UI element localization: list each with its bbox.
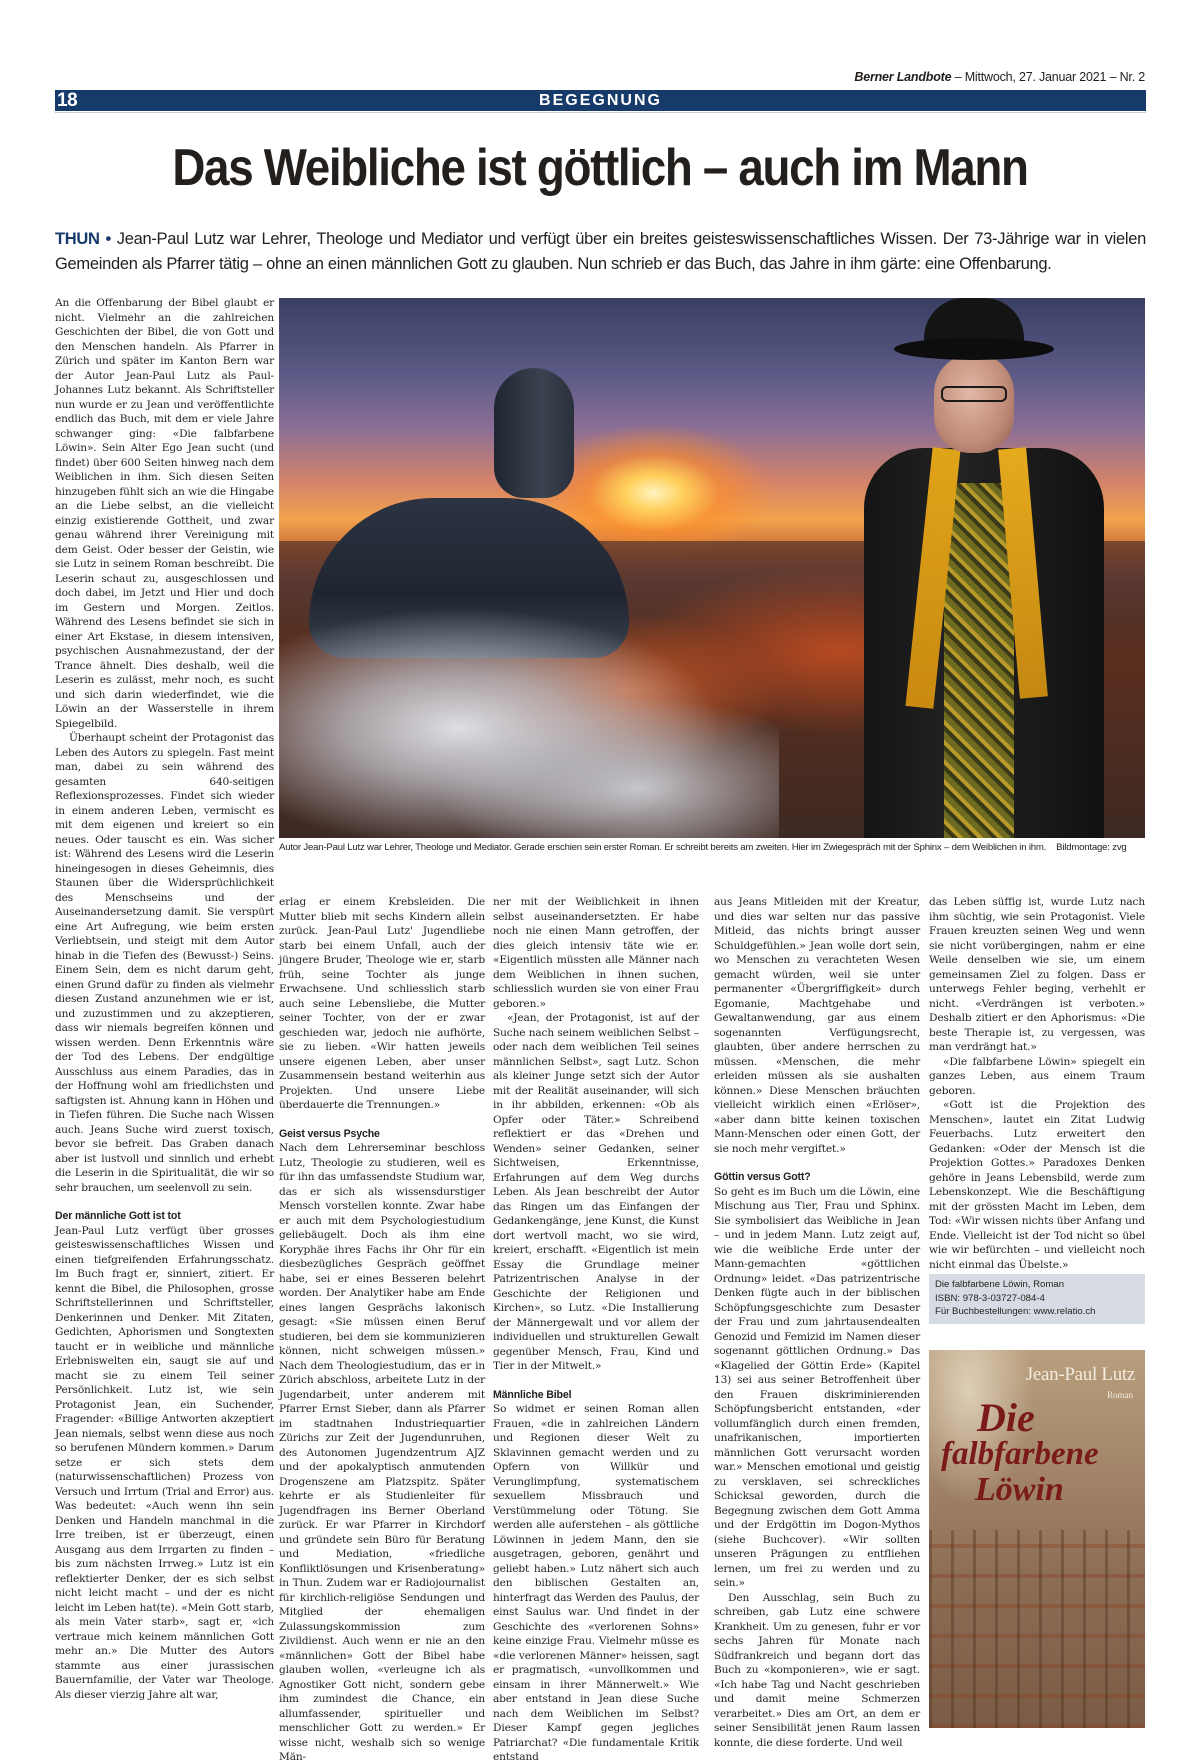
- book-title-line: Die falbfarbene Löwin, Roman: [935, 1279, 1065, 1290]
- paragraph: Jean-Paul Lutz verfügt über grosses geisteswissenschaftliches Wissen und einen tiefgreifenden Erfahrungsschatz. Im Buch fragt er, sinniert, zitiert. Er kennt die Bibel, die Philosophen, grosse Schriftstellerinnen und Schriftsteller, Denkerinnen und Denker. Mit Zitaten, Gedichten, Aphorismen und Songtexten taucht er in weibliche und männliche Erlebniswelten ein, saugt sie auf und macht sie zu einem Teil seiner Persönlichkeit. Lutz ist, wie sein Protagonist Jean, ein Suchender, Fragender: «Billige Antworten akzeptiert Jean niemals, selbst wenn diese aus noch so berufenen Mündern kommen.» Darum setze er sich stets dem (naturwissenschaftlichen) Prozess von Versuch und Irrtum (Trial and Error) aus. Was bedeutet: «Auch wenn ihn sein Denken und Handeln manchmal in die Irre treiben, ist er überzeugt, einen Ausgang aus dem Irrgarten zu finden – bis zum nächsten Irrweg.» Lutz ist ein reflektierter Denker, der es sich selbst nicht leicht macht – und der es nicht leicht im Leben hat(te). «Mein Gott starb, als mein Vater starb», sagt er, «ich vertraue mich keinem männlichen Gott mehr an.» Die Mutter des Autors stammte aus einer jurassischen Bauernfamilie, der Vater war Theologe. Als dieser vierzig Jahre alt war,: [55, 1224, 274, 1701]
- book-title: [941, 1395, 1099, 1508]
- book-title-line-2: falbfarbene: [941, 1436, 1099, 1472]
- hat-brim: [894, 338, 1054, 360]
- masthead-dateline: [854, 70, 1145, 84]
- paragraph: «Jean, der Protagonist, ist auf der Suche nach seinem weiblichen Selbst – oder nach dem weiblichen Teil seines männlichen Selbst», sagt Lutz. Schon als kleiner Junge setzt sich der Autor mit der Realität auseinander, will sich in ihr abbilden, erkennen: «Ob als Opfer oder Täter.» Schreibend reflektiert er das «Drehen und Wenden» seiner Gedanken, seiner Sichtweisen, Erkenntnisse, Erfahrungen auf dem Weg durchs Leben. Als Jean beschreibt der Autor das Ringen um das Einfangen der Gedankengänge, jene Kunst, die Kunst dort wertvoll macht, wo sie wird, kreiert, erschafft. «Eigentlich ist mein Essay die Grundlage meiner Patrizentrischen Analyse in der Geschichte der Religionen und Kirchen», so Lutz. «Die Installierung der Männergewalt und vor allem der individuellen und strukturellen Gewalt gegenüber Mensch, Frau, Kind und Tier in der Mitwelt.»: [493, 1012, 699, 1372]
- article-column-1: [55, 296, 274, 1702]
- order-link: Für Buchbestellungen: www.relatio.ch: [935, 1306, 1096, 1317]
- article-column-4: [714, 895, 920, 1750]
- article-column-5: [929, 895, 1145, 1287]
- isbn-line: ISBN: 978-3-03727-084-4: [935, 1292, 1045, 1304]
- paragraph: Den Ausschlag, sein Buch zu schreiben, gab Lutz eine schwere Krankheit. Um zu genesen, fuhr er vor sechs Jahren für Monate nach Südfrankreich und begann dort das Buch zu «komponieren», wie er sagt. «Ich habe Tag und Nacht geschrieben und damit meine Schmerzen verarbeitet.» Dies am Ort, an dem er seiner Sensibilität jenen Raum lassen konnte, die diese forderte. Und weil: [714, 1591, 920, 1749]
- cave-painting-pattern: [929, 1530, 1145, 1728]
- paragraph: erlag er einem Krebsleiden. Die Mutter blieb mit sechs Kindern allein zurück. Jean-Paul Lutz' Jugendliebe starb bei einem Unfall, auch der jüngere Bruder, Theologe wie er, starb früh, seine Tochter als junge Erwachsene. Und schliesslich starb auch seine Lebensliebe, die Mutter seiner Tochter, von der er zwar geschieden war, jedoch nie aufhörte, sie zu lieben. «Wir hatten jeweils unsere eigenen Leben, aber unser Zusammensein bestand weiterhin aus Projekten. Und unsere Liebe überdauerte die Trennungen.»: [279, 896, 485, 1111]
- divider: [55, 112, 1146, 113]
- headline: Das Weibliche ist göttlich – auch im Mann: [172, 139, 1028, 197]
- subheading: Göttin versus Gott?: [714, 1171, 811, 1183]
- paragraph: das Leben süffig ist, wurde Lutz nach ihm süchtig, wie sein Protagonist. Viele Frauen kreuzten seinen Weg und wenn sie nicht vorübergingen, nahm er eine Weile denselben wie sie, um einem gemeinsamen Ziel zu folgen. Dass er unterwegs Fehler beging, verhehlt er nicht. «Verdrängen ist verboten.» Deshalb zitiert er den Aphorismus: «Die beste Therapie ist, zu vergessen, was man verdrängt hat.»: [929, 896, 1145, 1053]
- lead-text: Jean-Paul Lutz war Lehrer, Theologe und Mediator und verfügt über ein breites geisteswissenschaftliches Wissen. Der 73-Jährige war in vielen Gemeinden als Pfarrer tätig – ohne an einen männlichen Gott zu glauben. Nun schrieb er das Buch, das Jahre in ihm gärte: eine Offenbarung.: [55, 230, 1146, 273]
- issue-date: – Mittwoch, 27. Januar 2021 – Nr. 2: [951, 70, 1145, 84]
- main-photo-montage: [279, 298, 1145, 838]
- paragraph: ner mit der Weiblichkeit in ihnen selbst auseinandersetzten. Er habe noch nie einen Mann getroffen, der dies gleich intensiv täte wie er. «Eigentlich müssten alle Männer nach dem Weiblichen in ihnen suchen, schliesslich wurden sie von einer Frau geboren.»: [493, 896, 699, 1010]
- page-number: 18: [57, 90, 78, 111]
- author-face: [934, 353, 1014, 453]
- subheading: Der männliche Gott ist tot: [55, 1210, 181, 1222]
- glasses: [941, 386, 1007, 402]
- article-column-2: [279, 895, 485, 1762]
- section-bar: [55, 90, 1146, 111]
- paragraph: Überhaupt scheint der Protagonist das Leben des Autors zu spiegeln. Fast meint man, dabei zu sein während des gesamten 640-seitigen Reflexionsprozesses. Findet sich wieder in einem anderen Leben, vermischt es mit dem eigenen und kreiert so ein neues. Oder tauscht es ein. Was sicher ist: Während des Lesens wird die Leserin hineingesogen in dieses Geheimnis, dies Staunen über die Widersprüchlichkeit des Menschseins und der Auseinandersetzung damit. Sie verspürt eine Art Aufregung, wie beim ersten Verliebtsein, und steigt mit dem Autor hinab in die Tiefen des (Bewusst-) Seins. Einem Sein, dem es nicht darum geht, einen Grund dafür zu finden als vielmehr diesen Zustand anzunehmen wie er ist, und zuzustimmen und zu akzeptieren, dass wir niemals begreifen können und wissen werden. Denn Erkenntnis wäre der Tod des Lebens. Der endgültige Ausschluss aus einem Paradies, das in der Hoffnung wohl am friedlichsten und saftigsten ist. Ahnung kann in Höhen und in Tiefen führen. Die Suche nach Wissen auch. Jeans Suche wird zuerst toxisch, bevor sie befreit. Das Graben danach aber ist lustvoll und sinnlich und erhebt die Leserin in die Spiritualität, die wir so sehr brauchen, um seelenvoll zu sein.: [55, 732, 274, 1194]
- paragraph-text: «Gott ist die Projektion des Menschen», lautet ein Zitat Ludwig Feuerbachs. Lutz erweitert den Gedanken: «Oder der Mensch ist die Projektion Gottes.» Paradoxes Denken gehöre in Jeans Lebensbild, werde zum Lebenskonzept. Wie die Beschäftigung mit der grössten Macht im Leben, dem Tod: «Wir wissen nichts über Anfang und Ende. Vielleicht ist der Tod nicht so übel wie wir befürchten – und vielleicht noch nicht einmal das Übelste.»: [929, 1099, 1145, 1271]
- paragraph: An die Offenbarung der Bibel glaubt er nicht. Vielmehr an die zahlreichen Geschichten der Bibel, die von Gott und den Menschen handeln. Als Pfarrer in Zürich und später im Kanton Bern war der Autor Jean-Paul Lutz als Paul-Johannes Lutz bekannt. Als Schriftsteller nun wurde er zu Jean und veröffentlichte endlich das Buch, mit dem er viele Jahre schwanger ging: «Die falbfarbene Löwin». Sein Alter Ego Jean sucht (und findet) über 600 Seiten hinweg nach dem Weiblichen in ihm. Sich diesen Seiten hinzugeben fühlt sich an wie die Hingabe an die Liebe selbst, an die vielleicht einzig existierende Gottheit, und zwar genau während ihrer Vereinigung mit dem Geist. Oder besser der Geistin, wie sie Lutz in seinem Roman beschreibt. Die Leserin schaut zu, ausgeschlossen und doch dabei, im Jetzt und Hier und doch im Gestern und Morgen. Zeitlos. Während des Lesens befindet sie sich in einer Art Ekstase, in diesem intensiven, psychischen Ausnahmezustand, der der Trance ähnelt. Dies deshalb, weil die Leserin es zulässt, mehr noch, es sucht und sich darin wiederfindet, wie die Löwin an der Wasserstelle in ihrem Spiegelbild.: [55, 297, 274, 730]
- subheading: Männliche Bibel: [493, 1388, 572, 1401]
- sphinx-head: [494, 368, 574, 498]
- paragraph: «Die falbfarbene Löwin» spiegelt ein ganzes Leben, aus einem Traum geboren.: [929, 1055, 1145, 1097]
- book-title-line-1: Die: [977, 1395, 1035, 1440]
- subheading: Geist versus Psyche: [279, 1127, 380, 1140]
- fog: [279, 558, 779, 838]
- newspaper-name: Berner Landbote: [854, 70, 952, 84]
- caption-text: Autor Jean-Paul Lutz war Lehrer, Theologe und Mediator. Gerade erschien sein erster Roman. Er schreibt bereits am zweiten. Hier im Zwiegespräch mit der Sphinx – dem Weiblichen in ihm.: [279, 842, 1047, 853]
- paragraph: [929, 1098, 1145, 1272]
- article-column-3: [493, 895, 699, 1762]
- paragraph: aus Jeans Mitleiden mit der Kreatur, und dies war selten nur das passive Mitleid, das nichts bringt ausser Schuldgefühlen.» Jean wolle dort sein, wo Menschen zu verachteten Wesen gemacht würden, weil sie unter permanenter «Übergriffigkeit» durch Egomanie, Machtgehabe und Gewaltanwendung, gar aus einem sogenannten Verfügungsrecht, glaubten, über andere herrschen zu müssen. «Menschen, die mehr erleiden müssen als sie aushalten können.» Diese Menschen bräuchten vielleicht wirklich einen «Erlöser», «aber dann bitte keinen toxischen Mann-Menschen oder einen Gott, der sie noch mehr vergiftet.»: [714, 896, 920, 1155]
- paragraph: So geht es im Buch um die Löwin, eine Mischung aus Tier, Frau und Sphinx. Sie symbolisiert das Weibliche in Jean – und in jedem Mann. Lutz zeigt auf, wie die weibliche Erde unter der Mann-gemachten «göttlichen Ordnung» leidet. «Das patrizentrische Denken fügte auch in der biblischen Schöpfungsgeschichte zum Desaster der Frau und zum jahrtausendealten Genozid und Femizid im Namen dieser sogenannt göttlichen Ordnung.» Das «Klagelied der Göttin Erde» (Kapitel 13) sei aus seiner Betroffenheit über den Frauen diskriminierenden Schöpfungsbericht entstanden, «der vollumfänglich durch einen fremden, unafrikanischen, importierten männlichen Gott verursacht worden war.» Menschen emotional und geistig zu versklaven, sei schreckliches Schicksal geworden, durch die Begegnung zwischen dem Gott Amma und der Erdgöttin im Dogon-Mythos (siehe Buchcover). «Wir sollten unseren Prägungen zu entfliehen lernen, um frei zu werden und zu sein.»: [714, 1185, 920, 1589]
- author-shirt: [944, 483, 1014, 838]
- paragraph: So widmet er seinen Roman allen Frauen, «die in zahlreichen Ländern und Regionen dieser Welt zu Sklavinnen gemacht werden und zu Opfern von Willkür und Verunglimpfung, systematischem sexuellem Missbrauch und Verstümmelung oder Tötung. Sie werden alle auferstehen – als göttliche Löwinnen in jedem Mann, den sie ausgetragen, geboren, genährt und geliebt haben.» Lutz nähert sich auch den biblischen Gestalten an, hinterfragt das Werden des Paulus, der einst Saulus war. Und findet in der Geschichte des «verlorenen Sohns» keine einzige Frau. Vielmehr müsse es «die verlorenen Männer» heissen, sagt er pragmatisch, «unvollkommen und einsam in ihrer Männerwelt.» Wie aber entstand in Jean diese Suche nach dem Weiblichen im Selbst? Dieser Kampf gegen jegliches Patriarchat? «Die fundamentale Kritik entstand: [493, 1403, 699, 1762]
- book-title-line-3: Löwin: [975, 1471, 1064, 1508]
- photo-caption: [279, 842, 1145, 854]
- photo-credit: Bildmontage: zvg: [1056, 842, 1127, 853]
- bullet-icon: •: [105, 230, 111, 248]
- paragraph: Nach dem Lehrerseminar beschloss Lutz, Theologie zu studieren, weil es für ihn das umfassendste Studium war, das er sich als wissensdurstiger Mensch vorstellen konnte. Zwar habe er auch mit dem Psychologiestudium geliebäugelt. Doch als ihm eine Koryphäe ihres Fachs ihr Ohr für ein diesbezügliches Gespräch geöffnet habe, sei er eines Besseren belehrt worden. Der Analytiker habe am Ende eines langen Gesprächs lakonisch gesagt: «Sie müssen einen Beruf studieren, bei dem sie kommunizieren können, nicht schweigen müssen.» Nach dem Theologiestudium, das er in Zürich abschloss, arbeitete Lutz in der Jugendarbeit, unter anderem mit Pfarrer Ernst Sieber, dann als Pfarrer im stadtnahen Industriequartier Zürichs zur Zeit der Jugendunruhen, des Autonomen Jugendzentrum AJZ und der apokalyptisch anmutenden Drogenszene am Platzspitz. Später kehrte er als Studienleiter für Jugendfragen ins Berner Oberland zurück. Er war Pfarrer in Kirchdorf und gründete sein Büro für Beratung und Mediation, «friedliche Konfliktlösungen und Krisenberatung» in Thun. Zudem war er Radiojournalist für kirchlich-religiöse Sendungen und Mitglied der ehemaligen Zulassungskommission zum Zivildienst. Auch wenn er nie an den «männlichen» Gott der Bibel habe glauben wollen, «verleugne ich als Agnostiker Gott nicht, sondern gebe ihm zumindest die Chance, ein allumfassender, spiritueller und menschlicher Gott zu werden.» Er wisse nicht, weshalb sich so wenige Män-: [279, 1142, 485, 1762]
- book-genre: Roman: [1107, 1390, 1133, 1400]
- book-info-box: [929, 1274, 1145, 1324]
- section-title: BEGEGNUNG: [539, 92, 662, 109]
- lead-paragraph: [55, 227, 1146, 277]
- dateline-place: THUN: [55, 230, 100, 248]
- book-author: Jean-Paul Lutz: [1025, 1364, 1135, 1385]
- book-cover-image: [929, 1350, 1145, 1728]
